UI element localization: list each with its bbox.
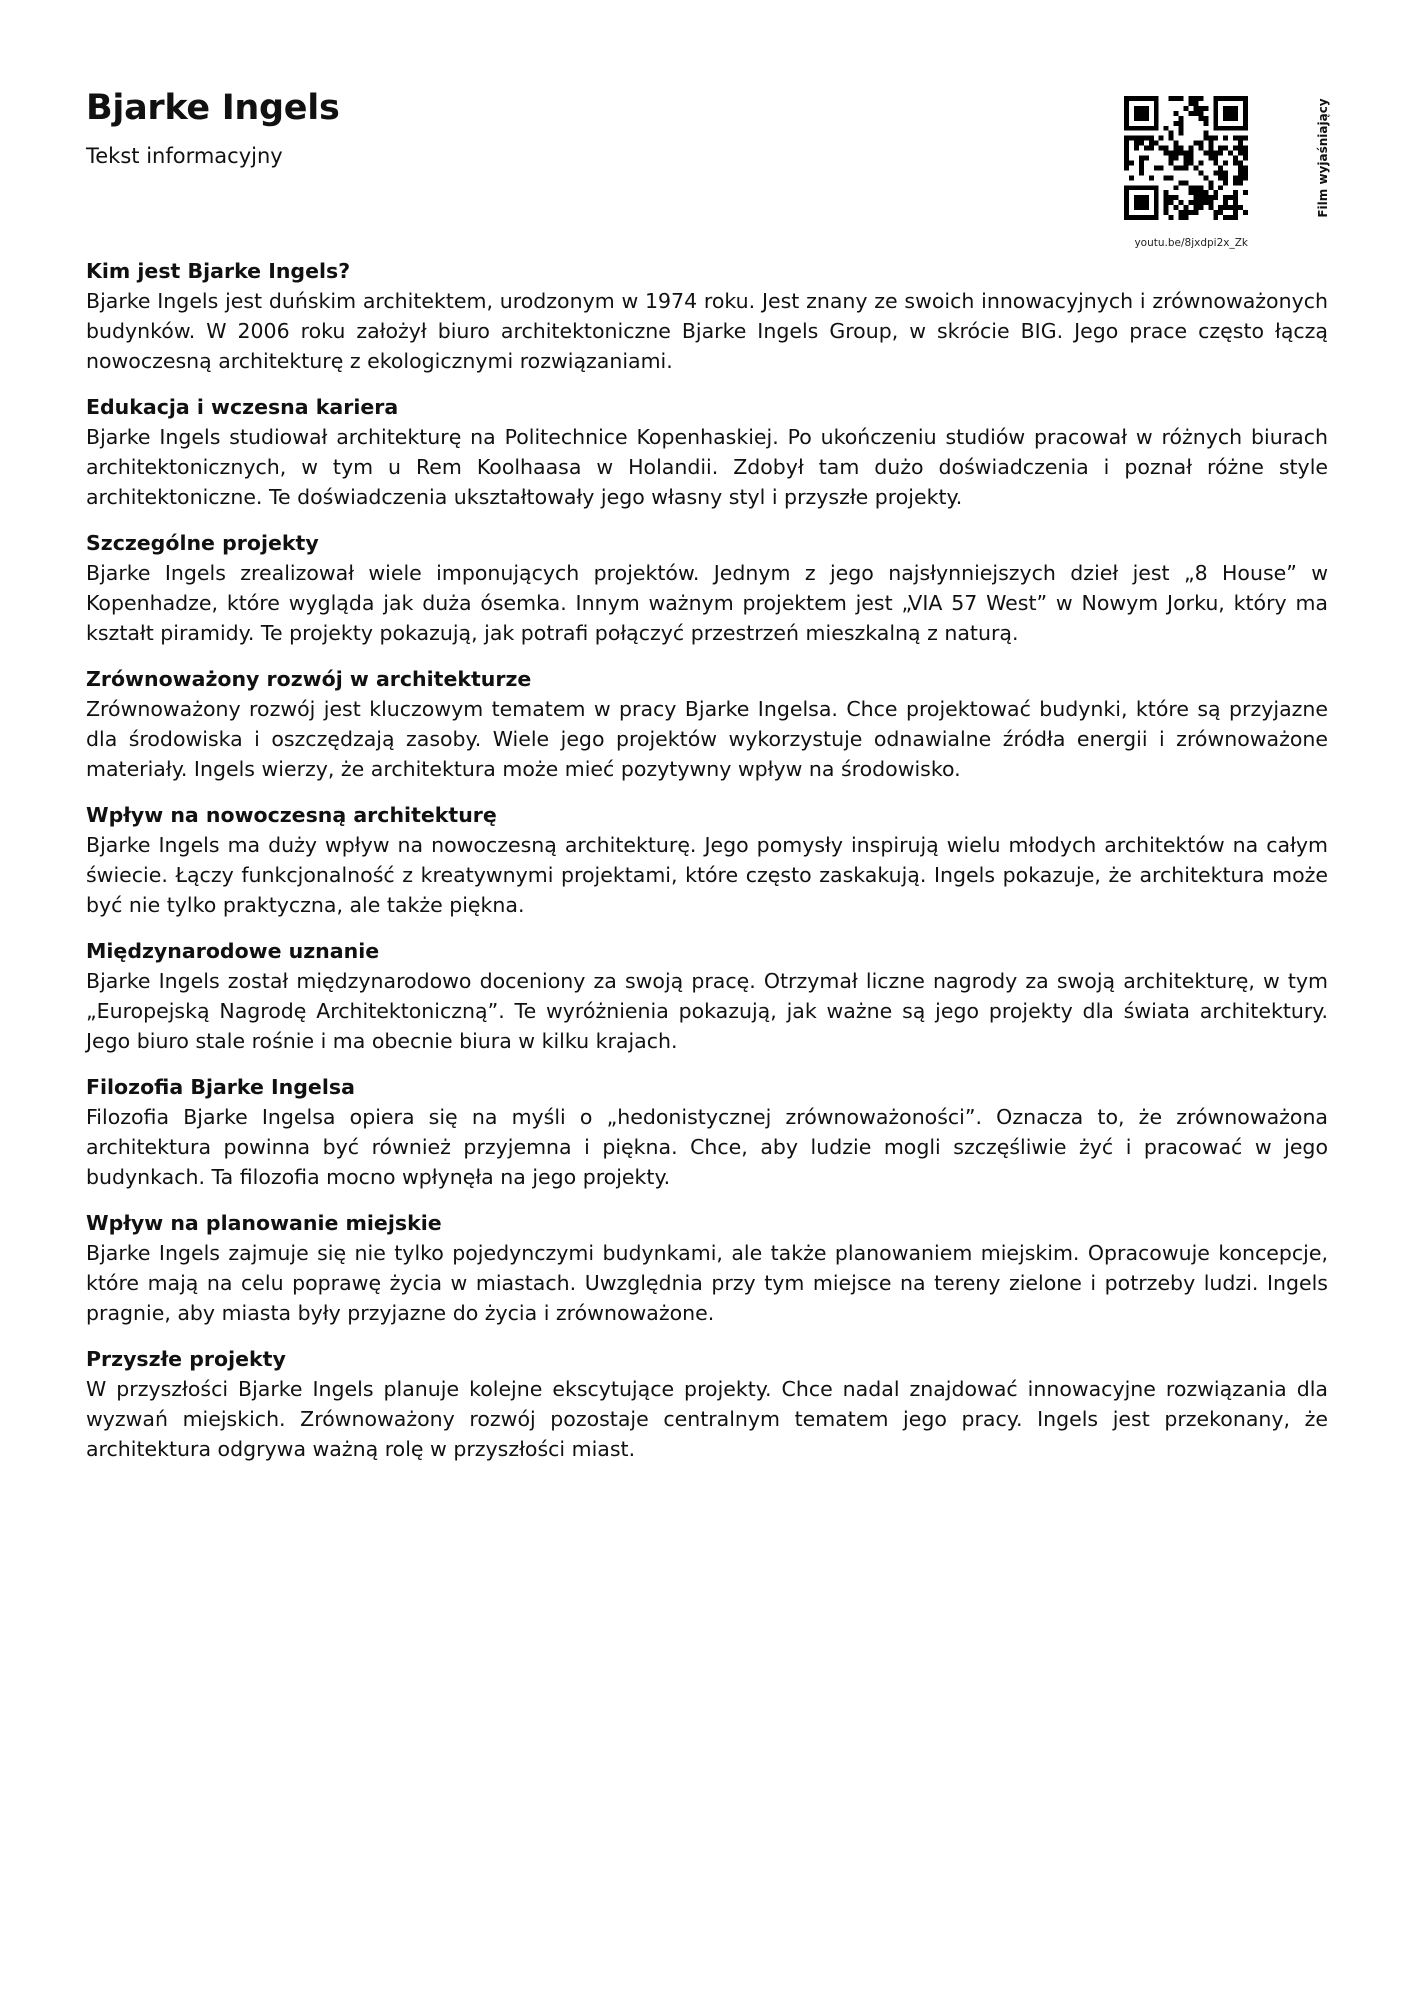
section-influence xyxy=(86,800,1328,920)
qr-code-icon[interactable] xyxy=(1124,96,1248,220)
section-heading: Międzynarodowe uznanie xyxy=(86,939,380,963)
section-recognition xyxy=(86,936,1328,1056)
section-urban-planning xyxy=(86,1208,1328,1328)
section-philosophy xyxy=(86,1072,1328,1192)
section-text: Filozofia Bjarke Ingelsa opiera się na myśli o „hedonistycznej zrównoważoności”. Oznacza to, że zrównoważona architektura powinna być również przyjemna i piękna. Chce, aby ludzie mogli szczęśliwie żyć i pracować w jego budynkach. Ta filozofia mocno wpłynęła na jego projekty. xyxy=(86,1105,1328,1189)
page-title: Bjarke Ingels xyxy=(86,88,340,128)
section-heading: Przyszłe projekty xyxy=(86,1347,286,1371)
page-subtitle: Tekst informacyjny xyxy=(86,144,283,168)
qr-url[interactable]: youtu.be/8jxdpi2x_Zk xyxy=(1134,237,1248,249)
section-projects xyxy=(86,528,1328,648)
section-who-is xyxy=(86,256,1328,376)
qr-block xyxy=(1124,96,1330,256)
article-content xyxy=(86,256,1328,1480)
section-heading: Filozofia Bjarke Ingelsa xyxy=(86,1075,355,1099)
section-text: Bjarke Ingels ma duży wpływ na nowoczesną architekturę. Jego pomysły inspirują wielu młodych architektów na całym świecie. Łączy funkcjonalność z kreatywnymi projektami, które często zaskakują. Ingels pokazuje, że architektura może być nie tylko praktyczna, ale także piękna. xyxy=(86,833,1328,917)
section-text: Bjarke Ingels został międzynarodowo doceniony za swoją pracę. Otrzymał liczne nagrody za swoją architekturę, w tym „Europejską Nagrodę Architektoniczną”. Te wyróżnienia pokazują, jak ważne są jego projekty dla świata architektury. Jego biuro stale rośnie i ma obecnie biura w kilku krajach. xyxy=(86,969,1328,1053)
section-sustainability xyxy=(86,664,1328,784)
section-heading: Szczególne projekty xyxy=(86,531,319,555)
section-text: W przyszłości Bjarke Ingels planuje kolejne ekscytujące projekty. Chce nadal znajdować innowacyjne rozwiązania dla wyzwań miejskich. Zrównoważony rozwój pozostaje centralnym tematem jego pracy. Ingels jest przekonany, że architektura odgrywa ważną rolę w przyszłości miast. xyxy=(86,1377,1328,1461)
section-heading: Kim jest Bjarke Ingels? xyxy=(86,259,351,283)
section-text: Bjarke Ingels zajmuje się nie tylko pojedynczymi budynkami, ale także planowaniem miejskim. Opracowuje koncepcje, które mają na celu poprawę życia w miastach. Uwzględnia przy tym miejsce na tereny zielone i potrzeby ludzi. Ingels pragnie, aby miasta były przyjazne do życia i zrównoważone. xyxy=(86,1241,1328,1325)
section-heading: Wpływ na planowanie miejskie xyxy=(86,1211,442,1235)
section-text: Bjarke Ingels studiował architekturę na Politechnice Kopenhaskiej. Po ukończeniu studiów pracował w różnych biurach architektonicznych, w tym u Rem Koolhaasa w Holandii. Zdobył tam dużo doświadczenia i poznał różne style architektoniczne. Te doświadczenia ukształtowały jego własny styl i przyszłe projekty. xyxy=(86,425,1328,509)
section-future xyxy=(86,1344,1328,1464)
section-heading: Wpływ na nowoczesną architekturę xyxy=(86,803,497,827)
section-text: Bjarke Ingels zrealizował wiele imponujących projektów. Jednym z jego najsłynniejszych dzieł jest „8 House” w Kopenhadze, które wygląda jak duża ósemka. Innym ważnym projektem jest „VIA 57 West” w Nowym Jorku, który ma kształt piramidy. Te projekty pokazują, jak potrafi połączyć przestrzeń mieszkalną z naturą. xyxy=(86,561,1328,645)
section-text: Zrównoważony rozwój jest kluczowym tematem w pracy Bjarke Ingelsa. Chce projektować budynki, które są przyjazne dla środowiska i oszczędzają zasoby. Wiele jego projektów wykorzystuje odnawialne źródła energii i zrównoważone materiały. Ingels wierzy, że architektura może mieć pozytywny wpływ na środowisko. xyxy=(86,697,1328,781)
section-text: Bjarke Ingels jest duńskim architektem, urodzonym w 1974 roku. Jest znany ze swoich innowacyjnych i zrównoważonych budynków. W 2006 roku założył biuro architektoniczne Bjarke Ingels Group, w skrócie BIG. Jego prace często łączą nowoczesną architekturę z ekologicznymi rozwiązaniami. xyxy=(86,289,1328,373)
qr-side-label: Film wyjaśniający xyxy=(1316,98,1330,218)
section-heading: Zrównoważony rozwój w architekturze xyxy=(86,667,532,691)
section-heading: Edukacja i wczesna kariera xyxy=(86,395,399,419)
section-education xyxy=(86,392,1328,512)
